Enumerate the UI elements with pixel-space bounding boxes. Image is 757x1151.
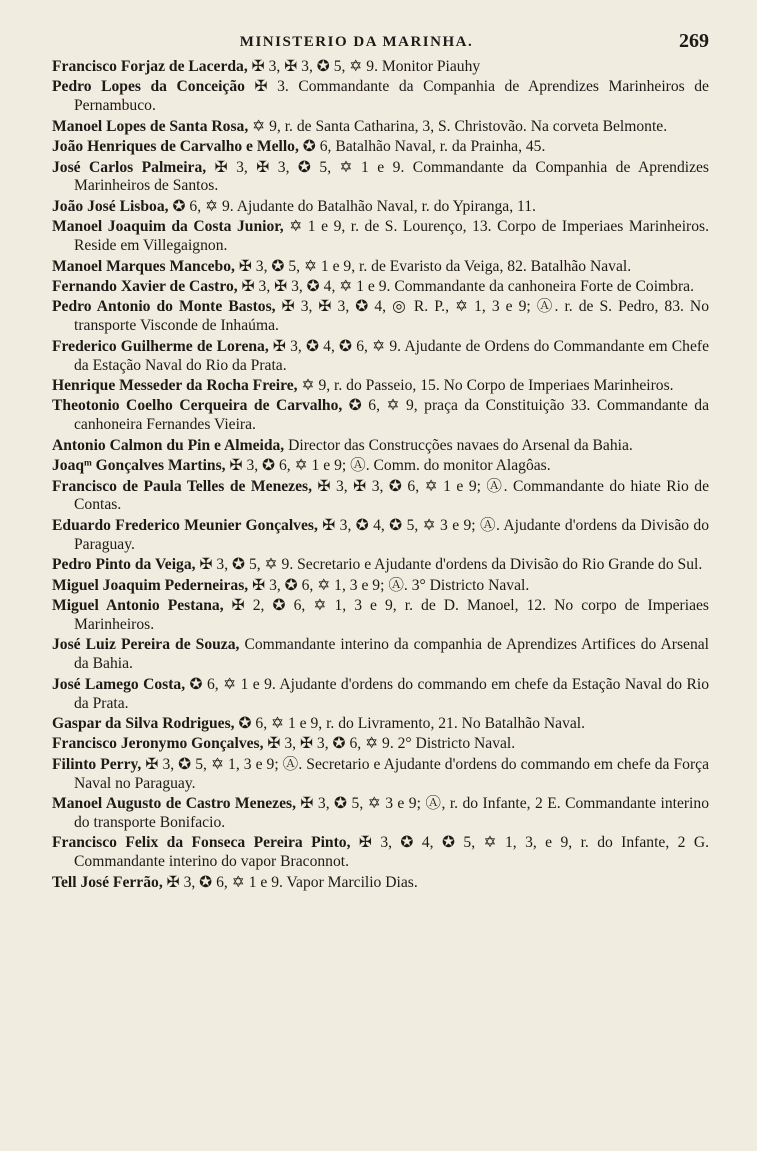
officer-name: Miguel Antonio Pestana,	[52, 596, 224, 614]
officer-name: Filinto Perry,	[52, 755, 142, 773]
officer-name: Fernando Xavier de Castro,	[52, 277, 238, 295]
officer-details: ✠ 3, ✪ 6, ✡ 1 e 9; Ⓐ. Comm. do monitor Alagôas.	[225, 457, 551, 475]
officer-details: ✪ 6, ✡ 1 e 9, r. do Livramento, 21. No Batalhão Naval.	[234, 714, 586, 732]
list-item	[52, 298, 709, 336]
officer-details: ✠ 3, ✠ 3, ✪ 4, ✡ 1 e 9. Commandante da canhoneira Forte de Coimbra.	[237, 277, 694, 295]
officer-list	[52, 58, 709, 893]
list-item	[52, 636, 709, 674]
list-item	[52, 198, 709, 217]
list-item	[52, 517, 709, 555]
list-item	[52, 397, 709, 435]
list-item	[52, 338, 709, 376]
officer-name: Tell José Ferrão,	[52, 873, 163, 891]
officer-name: Manoel Joaquim da Costa Junior,	[52, 218, 284, 236]
officer-details: ✠ 2, ✪ 6, ✡ 1, 3 e 9, r. de D. Manoel, 12. No corpo de Imperiaes Marinheiros.	[74, 596, 709, 633]
officer-details: ✡ 1 e 9, r. de S. Lourenço, 13. Corpo de Imperiaes Marinheiros. Reside em Villegaignon.	[74, 218, 709, 255]
officer-details: ✡ 9, r. de Santa Catharina, 3, S. Christovão. Na corveta Belmonte.	[248, 117, 668, 135]
officer-details: Commandante interino da companhia de Aprendizes Artifices do Arsenal da Bahia.	[74, 636, 709, 673]
officer-name: João Henriques de Carvalho e Mello,	[52, 138, 299, 156]
officer-details: ✪ 6, ✡ 9, praça da Constituição 33. Commandante da canhoneira Fernandes Vieira.	[74, 397, 710, 434]
officer-name: Theotonio Coelho Cerqueira de Carvalho,	[52, 397, 343, 415]
officer-details: ✠ 3, ✠ 3, ✪ 5, ✡ 1 e 9. Commandante da Companhia de Aprendizes Marinheiros de Santos.	[74, 158, 709, 195]
officer-name: João José Lisboa,	[52, 197, 169, 215]
list-item	[52, 218, 709, 256]
officer-name: José Carlos Palmeira,	[52, 158, 207, 176]
officer-name: Francisco Felix da Fonseca Pereira Pinto,	[52, 834, 351, 852]
list-item	[52, 377, 709, 396]
page-title: MINISTERIO DA MARINHA.	[239, 34, 474, 50]
officer-name: Henrique Messeder da Rocha Freire,	[52, 377, 298, 394]
officer-name: Manoel Lopes de Santa Rosa,	[52, 117, 249, 135]
officer-details: ✠ 3, ✠ 3, ✪ 4, ◎ R. P., ✡ 1, 3 e 9; Ⓐ. r. de S. Pedro, 83. No transporte Visconde de Inhaúma.	[74, 298, 709, 335]
officer-name: Manoel Marques Mancebo,	[52, 257, 235, 275]
officer-details: ✠ 3, ✠ 3, ✪ 6, ✡ 1 e 9; Ⓐ. Commandante do hiate Rio de Contas.	[74, 477, 709, 514]
list-item	[52, 457, 709, 476]
officer-name: José Luiz Pereira de Souza,	[52, 636, 240, 654]
officer-details: Director das Construcções navaes do Arsenal da Bahia.	[284, 436, 633, 454]
officer-details: ✠ 3, ✪ 4, ✪ 6, ✡ 9. Ajudante de Ordens do Commandante em Chefe da Estação Naval do Rio da Prata.	[74, 337, 709, 374]
officer-name: Joaqᵐ Gonçalves Martins,	[52, 457, 226, 475]
officer-details: ✠ 3, ✪ 6, ✡ 1, 3 e 9; Ⓐ. 3° Districto Naval.	[248, 576, 530, 594]
officer-name: Francisco Jeronymo Gonçalves,	[52, 735, 264, 753]
officer-details: ✡ 9, r. do Passeio, 15. No Corpo de Imperiaes Marinheiros.	[297, 377, 674, 394]
list-item	[52, 676, 709, 714]
list-item	[52, 437, 709, 456]
list-item	[52, 597, 709, 635]
list-item	[52, 138, 709, 157]
officer-details: ✠ 3, ✠ 3, ✪ 6, ✡ 9. 2° Districto Naval.	[263, 735, 516, 753]
officer-details: ✠ 3, ✪ 5, ✡ 1, 3 e 9; Ⓐ. Secretario e Ajudante d'ordens do commando em chefe da Força Naval no Paraguay.	[74, 755, 709, 792]
list-item	[52, 478, 709, 516]
officer-details: ✠ 3. Commandante da Companhia de Aprendizes Marinheiros de Pernambuco.	[74, 78, 709, 115]
officer-details: ✠ 3, ✪ 6, ✡ 1 e 9. Vapor Marcilio Dias.	[162, 873, 418, 891]
officer-details: ✠ 3, ✪ 5, ✡ 3 e 9; Ⓐ, r. do Infante, 2 E. Commandante interino do transporte Bonifacio.	[74, 795, 709, 831]
officer-details: ✪ 6, ✡ 1 e 9. Ajudante d'ordens do commando em chefe da Estação Naval do Rio da Prata.	[74, 675, 709, 712]
list-item	[52, 577, 709, 596]
officer-details: ✠ 3, ✠ 3, ✪ 5, ✡ 9. Monitor Piauhy	[247, 58, 481, 75]
officer-details: ✠ 3, ✪ 5, ✡ 9. Secretario e Ajudante d'ordens da Divisão do Rio Grande do Sul.	[195, 556, 703, 574]
officer-name: Miguel Joaquim Pederneiras,	[52, 576, 249, 594]
list-item	[52, 118, 709, 137]
list-item	[52, 756, 709, 794]
page-header	[52, 30, 709, 56]
list-item	[52, 874, 709, 893]
officer-details: ✪ 6, Batalhão Naval, r. da Prainha, 45.	[298, 138, 546, 156]
officer-details: ✠ 3, ✪ 4, ✪ 5, ✡ 1, 3, e 9, r. do Infante, 2 G. Commandante interino do vapor Braconnot.	[74, 834, 709, 871]
list-item	[52, 735, 709, 754]
list-item	[52, 556, 709, 575]
officer-details: ✠ 3, ✪ 5, ✡ 1 e 9, r. de Evaristo da Veiga, 82. Batalhão Naval.	[234, 257, 632, 275]
officer-details: ✠ 3, ✪ 4, ✪ 5, ✡ 3 e 9; Ⓐ. Ajudante d'ordens da Divisão do Paraguay.	[74, 516, 709, 553]
officer-name: Manoel Augusto de Castro Menezes,	[52, 795, 296, 813]
officer-name: Eduardo Frederico Meunier Gonçalves,	[52, 516, 318, 534]
list-item	[52, 834, 709, 872]
list-item	[52, 58, 709, 77]
page-number: 269	[679, 30, 709, 52]
list-item	[52, 78, 709, 116]
officer-name: Gaspar da Silva Rodrigues,	[52, 714, 235, 732]
officer-name: Frederico Guilherme de Lorena,	[52, 337, 269, 355]
officer-details: ✪ 6, ✡ 9. Ajudante do Batalhão Naval, r. do Ypiranga, 11.	[168, 197, 536, 215]
officer-name: Francisco de Paula Telles de Menezes,	[52, 477, 312, 495]
list-item	[52, 715, 709, 734]
list-item	[52, 278, 709, 297]
officer-name: Antonio Calmon du Pin e Almeida,	[52, 436, 285, 454]
officer-name: Pedro Antonio do Monte Bastos,	[52, 298, 276, 316]
officer-name: Pedro Lopes da Conceição	[52, 78, 245, 96]
list-item	[52, 258, 709, 277]
officer-name: José Lamego Costa,	[52, 675, 186, 693]
list-item	[52, 159, 709, 197]
list-item	[52, 795, 709, 833]
officer-name: Francisco Forjaz de Lacerda,	[52, 58, 248, 75]
officer-name: Pedro Pinto da Veiga,	[52, 556, 196, 574]
